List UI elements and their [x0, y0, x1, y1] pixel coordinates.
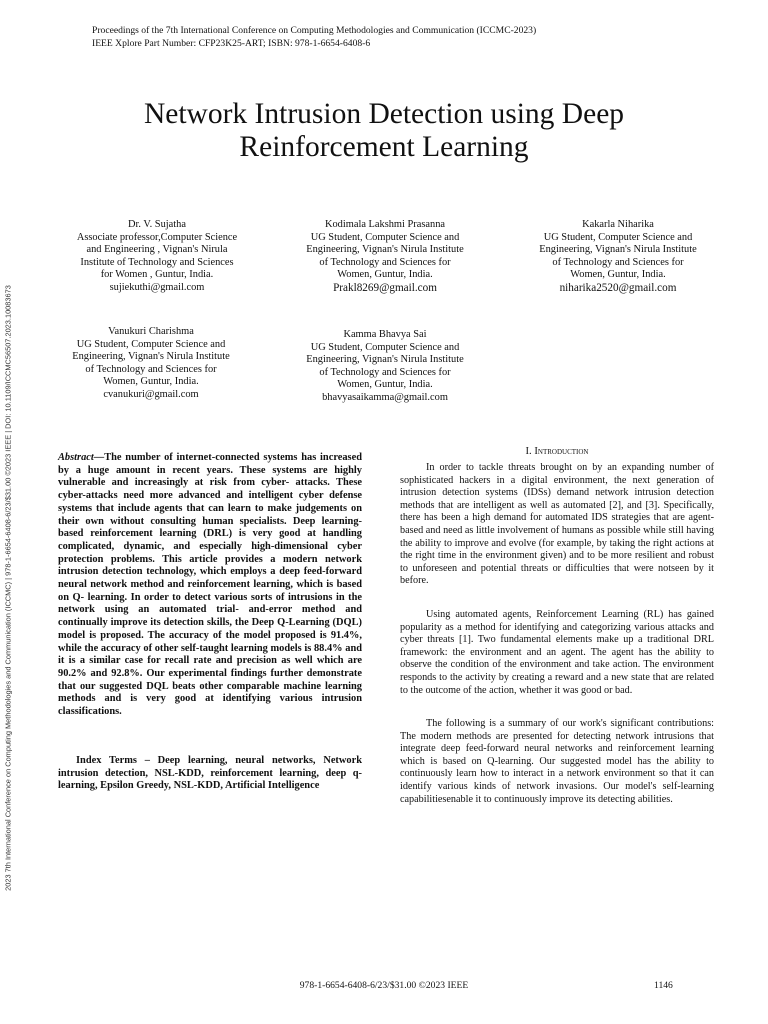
- author-affiliation: UG Student, Computer Science and: [76, 338, 226, 350]
- author-affiliation: Associate professor,Computer Science: [76, 231, 238, 243]
- author-affiliation: of Technology and Sciences for: [85, 363, 217, 375]
- author-name: Dr. V. Sujatha: [128, 219, 186, 230]
- section-title-initial: I: [534, 446, 538, 457]
- author-email: niharika2520@gmail.com: [559, 281, 677, 294]
- author-block-3: [513, 219, 723, 295]
- author-name: Kakarla Niharika: [582, 219, 654, 230]
- author-name: Vanukuri Charishma: [108, 326, 194, 337]
- author-affiliation: Engineering, Vignan's Nirula Institute: [306, 354, 464, 366]
- title-line-2: Reinforcement Learning: [239, 131, 529, 163]
- author-affiliation: of Technology and Sciences for: [552, 256, 684, 268]
- abstract-dash: —: [93, 452, 105, 463]
- author-email: Prakl8269@gmail.com: [333, 281, 437, 294]
- abstract-text: The number of internet-connected systems has increased by a huge amount in recent years. These systems are highly vulnerable and increasingly at risk from cyber- attacks. These cyber-attacks need more advanced and intelligent cyber defense systems that include agents that can learn to make judgements on their own without consulting human specialists. Deep learning-based reinforcement learning (DRL) is very good at handling complicated, dynamic, and especially high-dimensional cyber protection problems. This article provides a modern network intrusion detection technology, which employs a deep feed-forward neural network method and reinforcement learning, which is based on Q- learning. In order to detect various sorts of intrusions in the network using an automated trial- and-error method and continually improve its detection skills, the Deep Q-Learning (DQL) model is proposed. The accuracy of the model proposed is 91.4%, while the accuracy of other self-taught learning models is 88.4% and it is a similar case for recall rate and precision as well which are 90.2% and 92.8%. Our experimental findings further demonstrate that our suggested DQL beats other comparable machine learning methods and is very good at identifying various intrusion classifications.: [58, 452, 362, 718]
- author-block-2: [280, 219, 490, 295]
- author-affiliation: UG Student, Computer Science and: [310, 231, 460, 243]
- paragraph-3: The following is a summary of our work's significant contributions: The modern methods are presented for detecting network intrusions that integrate deep feed-forward neural networks and reinforcement learning which is based on Q-learning. Our suggested model has the ability to continuously learn how to interact in a network environment so that it can identify various kinds of network invasions. Our model's self-learning capabilitiesenable it to continuously improve its detecting abilities.: [400, 718, 714, 805]
- footer-code: 978-1-6654-6408-6/23/$31.00 ©2023 IEEE: [299, 980, 469, 991]
- title-line-1: Network Intrusion Detection using Deep: [143, 98, 625, 130]
- author-email: sujiekuthi@gmail.com: [109, 281, 205, 293]
- header-line-1: Proceedings of the 7th International Conference on Computing Methodologies and Communication (ICCMC-2023): [92, 25, 537, 36]
- conference-header: [92, 24, 536, 50]
- section-number: I.: [525, 446, 532, 457]
- author-affiliation: for Women , Guntur, India.: [100, 269, 214, 281]
- section-heading: [400, 446, 714, 457]
- page-number: 1146: [654, 980, 673, 991]
- author-block-1: [52, 219, 262, 295]
- author-affiliation: Engineering, Vignan's Nirula Institute: [539, 244, 697, 256]
- section-title-rest: ntroduction: [537, 446, 589, 457]
- author-affiliation: UG Student, Computer Science and: [543, 231, 693, 243]
- paragraph-1: In order to tackle threats brought on by an expanding number of sophisticated hackers in a digital environment, the next generation of intrusion detection systems (IDSs) demand network intrusion detection methods that are intelligent as well as automated [2], and [3]. Specifically, there has been a high demand for automated IDS strategies that are agent-based and need as little involvement of humans as possible while still having the ability to improve and evolve (for example, by taking the right actions at the right time in the environment given) and to be more resilient and robust to unforeseen and potential threats or difficulties that were notseen by it before.: [400, 462, 714, 587]
- section-title: [534, 446, 588, 457]
- author-affiliation: Women, Guntur, India.: [337, 269, 433, 281]
- abstract-label: Abstract: [58, 452, 94, 463]
- author-affiliation: Women, Guntur, India.: [570, 269, 666, 281]
- author-affiliation: Engineering, Vignan's Nirula Institute: [306, 244, 464, 256]
- author-name: Kamma Bhavya Sai: [343, 329, 427, 340]
- author-affiliation: and Engineering , Vignan's Nirula: [86, 244, 228, 256]
- author-block-5: [280, 329, 490, 405]
- author-affiliation: of Technology and Sciences for: [319, 366, 451, 378]
- author-block-4: [46, 326, 256, 402]
- paper-title: [40, 98, 728, 164]
- side-citation-text: 2023 7th International Conference on Computing Methodologies and Communication (ICCMC) | 978-1-6654-6408-6/23/$31.00 ©2023 IEEE | DOI: 10.1109/ICCMC56507.2023.10083673: [3, 285, 13, 891]
- author-affiliation: Engineering, Vignan's Nirula Institute: [72, 351, 230, 363]
- paragraph-2: Using automated agents, Reinforcement Learning (RL) has gained popularity as a method for identifying and categorizing various attacks and cyber threats [1]. Two fundamental elements make up a traditional DRL framework: the environment and an agent. The agent has the ability to observe the condition of the environment and take action. The environment responds to the activity by creating a reward and a new state that are related to the outcome of the action, whether it was good or bad.: [400, 609, 714, 696]
- header-line-2: IEEE Xplore Part Number: CFP23K25-ART; ISBN: 978-1-6654-6408-6: [92, 38, 371, 49]
- index-terms: Index Terms – Deep learning, neural networks, Network intrusion detection, NSL-KDD, reinforcement learning, deep q-learning, Epsilon Greedy, NSL-KDD, Artificial Intelligence: [58, 755, 362, 792]
- author-affiliation: Women, Guntur, India.: [337, 379, 433, 391]
- abstract: [58, 452, 362, 719]
- author-email: cvanukuri@gmail.com: [103, 388, 199, 400]
- author-email: bhavyasaikamma@gmail.com: [322, 391, 448, 403]
- author-affiliation: Institute of Technology and Sciences: [80, 256, 234, 268]
- author-name: Kodimala Lakshmi Prasanna: [324, 219, 446, 230]
- author-affiliation: of Technology and Sciences for: [319, 256, 451, 268]
- author-affiliation: UG Student, Computer Science and: [310, 341, 460, 353]
- author-affiliation: Women, Guntur, India.: [103, 376, 199, 388]
